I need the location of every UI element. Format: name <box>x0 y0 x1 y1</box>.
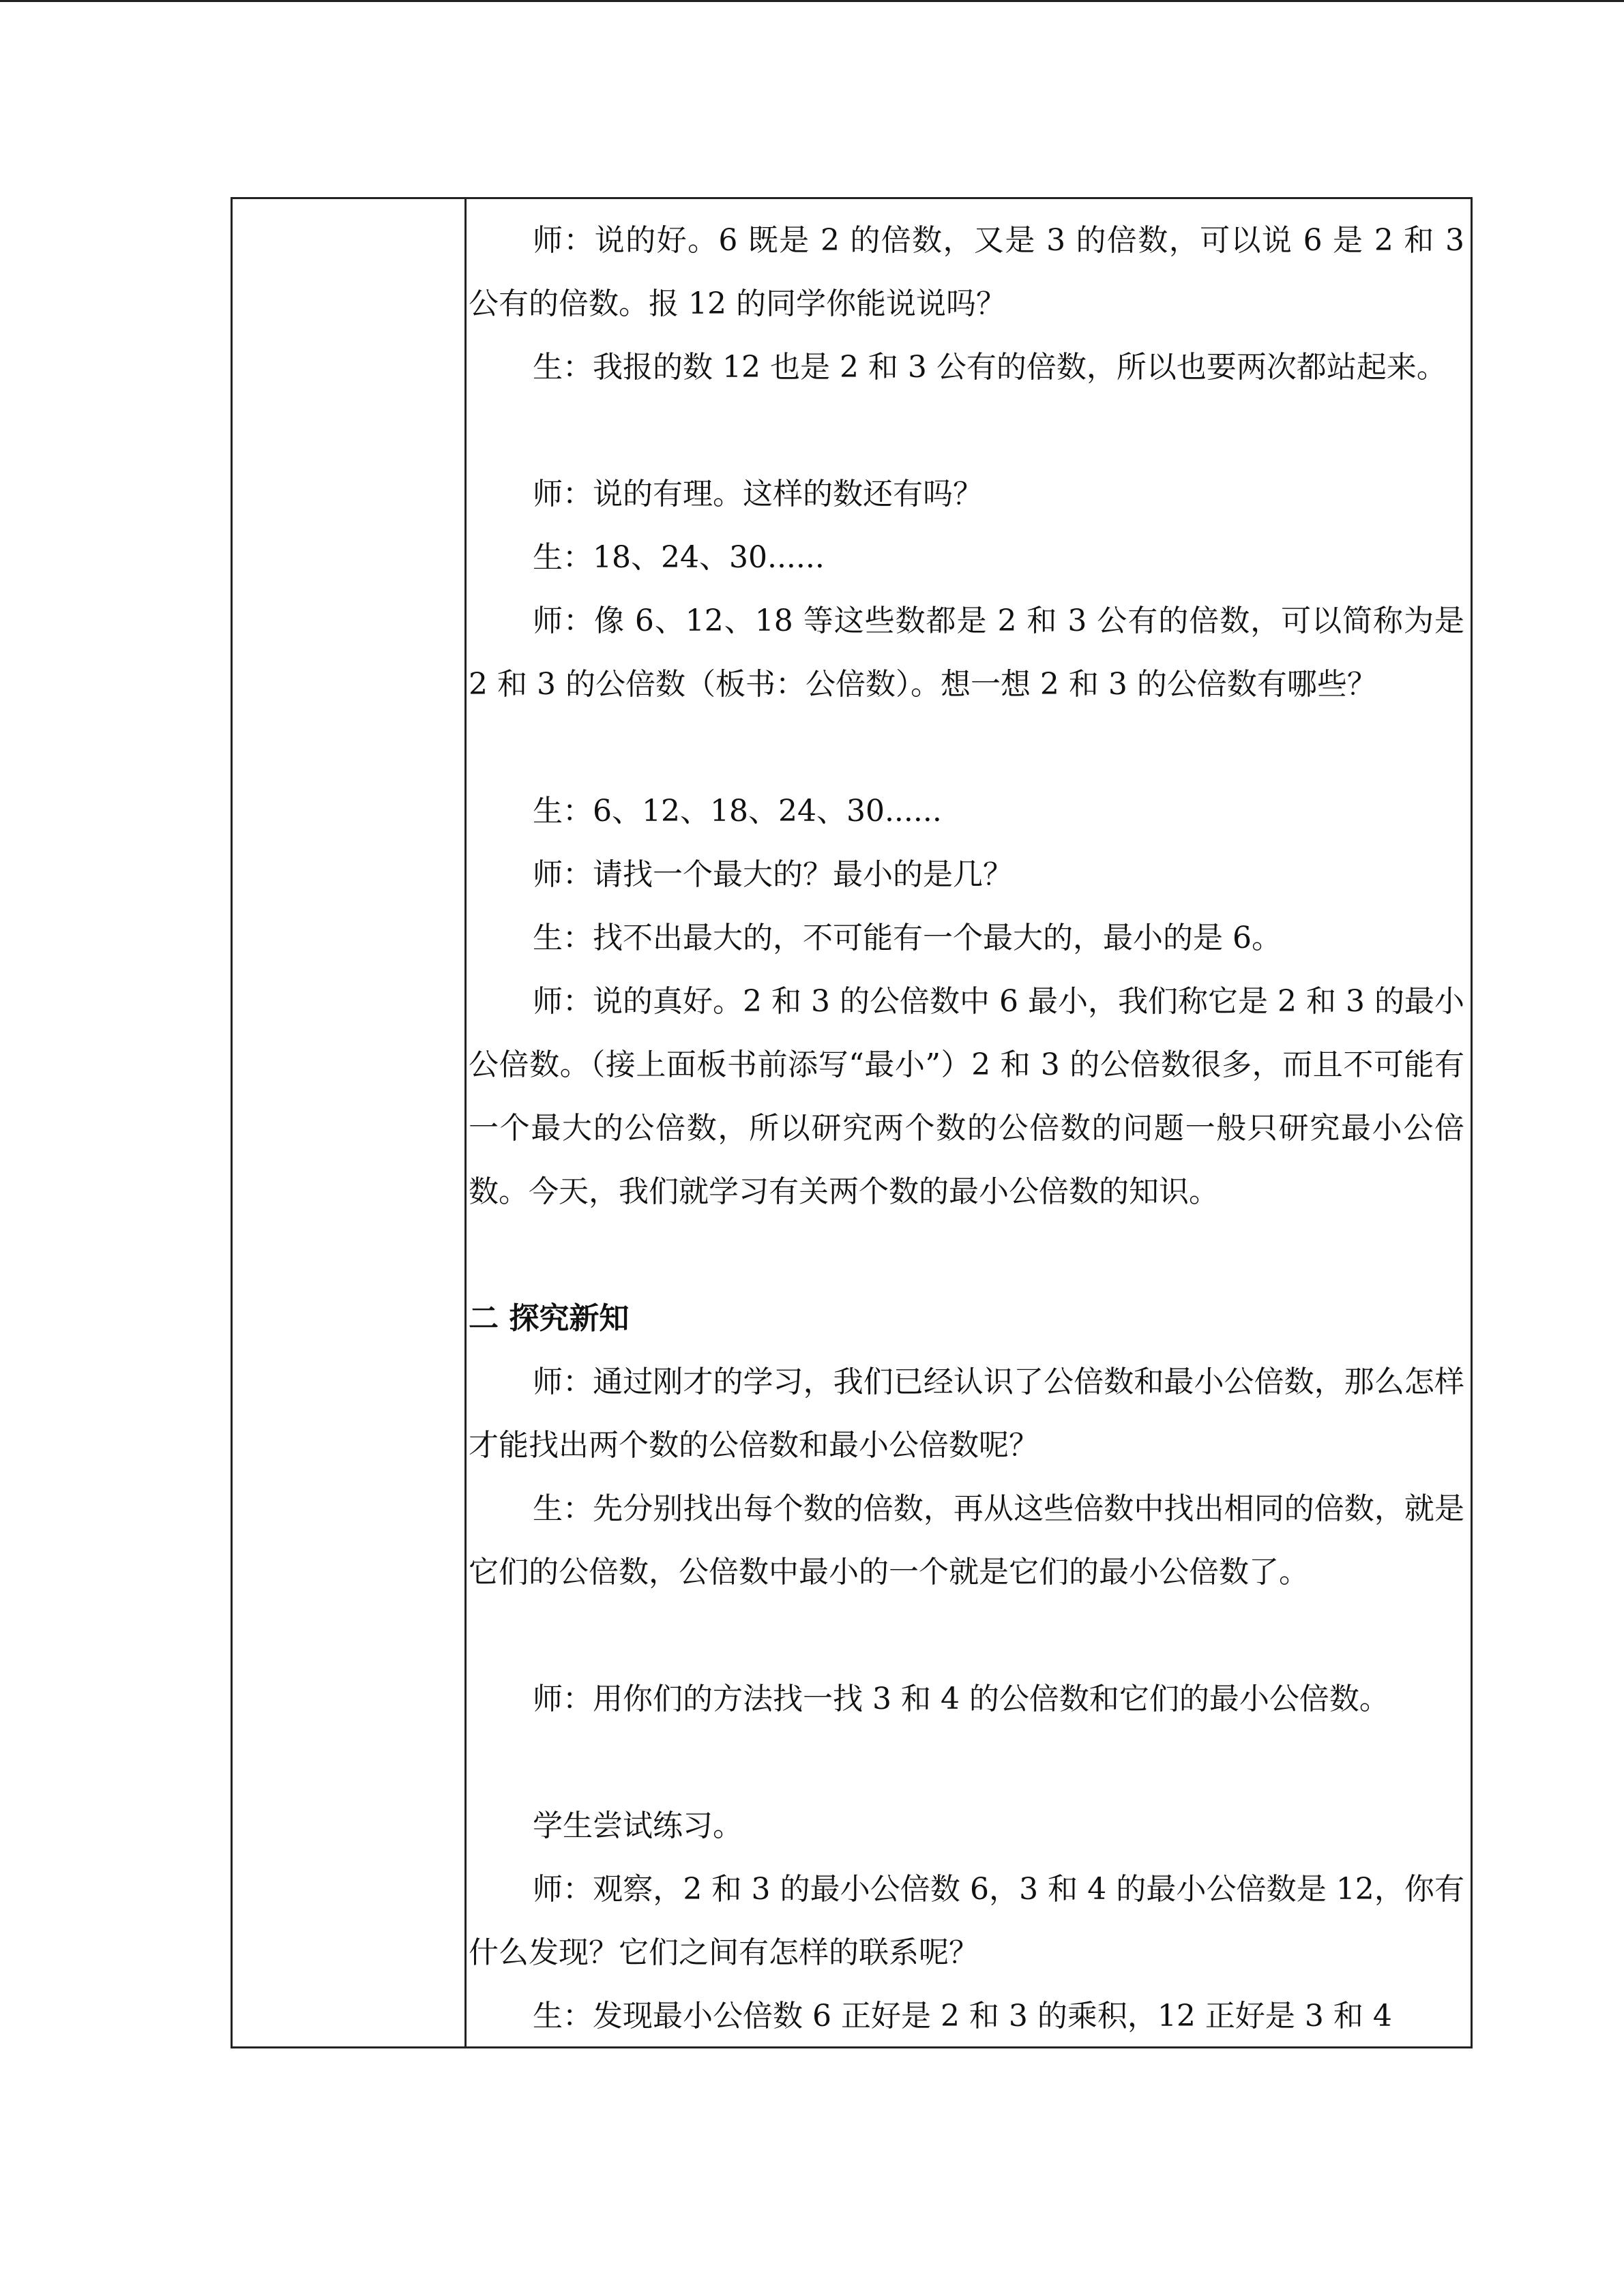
paragraph-teacher-observe: 师：观察，2 和 3 的最小公倍数 6，3 和 4 的最小公倍数是 12，你有什么发现？它们之间有怎样的联系呢？ <box>469 1872 1464 1970</box>
paragraph-teacher-how-find: 师：通过刚才的学习，我们已经认识了公倍数和最小公倍数，那么怎样才能找出两个数的公倍数和最小公倍数呢？ <box>469 1365 1464 1463</box>
paragraph-teacher-largest: 师：请找一个最大的？最小的是几？ <box>533 857 1013 892</box>
paragraph-student-list: 生：18、24、30...... <box>533 540 825 575</box>
paragraph-student-method: 生：先分别找出每个数的倍数，再从这些倍数中找出相同的倍数，就是它们的公倍数，公倍数中最小的一个就是它们的最小公倍数了。 <box>469 1491 1464 1590</box>
lesson-plan-table <box>231 197 1473 2048</box>
paragraph-teacher-common-multiple: 师：说的好。6 既是 2 的倍数，又是 3 的倍数，可以说 6 是 2 和 3 公有的倍数。报 12 的同学你能说说吗？ <box>469 223 1464 321</box>
paragraph-teacher-lcm: 师：说的真好。2 和 3 的公倍数中 6 最小，我们称它是 2 和 3 的最小公倍数。（接上面板书前添写“最小”）2 和 3 的公倍数很多，而且不可能有一个最大的公倍数，所以研究两个数的公倍数的问题一般只研究最小公倍数。今天，我们就学习有关两个数的最小公倍数的知识。 <box>469 984 1464 1209</box>
page-top-border <box>0 0 1624 2</box>
paragraph-student-multiples: 生：6、12、18、24、30...... <box>533 794 942 829</box>
table-content-column <box>469 199 1471 2046</box>
paragraph-student-practice: 学生尝试练习。 <box>533 1808 743 1843</box>
paragraph-teacher-more-numbers: 师：说的有理。这样的数还有吗？ <box>533 477 983 511</box>
paragraph-student-twelve: 生：我报的数 12 也是 2 和 3 公有的倍数，所以也要两次都站起来。 <box>533 350 1447 385</box>
paragraph-teacher-three-four: 师：用你们的方法找一找 3 和 4 的公倍数和它们的最小公倍数。 <box>533 1682 1389 1716</box>
table-left-column <box>233 199 467 2046</box>
section-heading: 二 探究新知 <box>469 1301 630 1336</box>
paragraph-student-discovery: 生：发现最小公倍数 6 正好是 2 和 3 的乘积，12 正好是 3 和 4 <box>533 1999 1392 2033</box>
paragraph-student-smallest: 生：找不出最大的，不可能有一个最大的，最小的是 6。 <box>533 921 1282 955</box>
paragraph-teacher-define: 师：像 6、12、18 等这些数都是 2 和 3 公有的倍数，可以简称为是 2 和 3 的公倍数（板书：公倍数）。想一想 2 和 3 的公倍数有哪些？ <box>469 603 1464 702</box>
